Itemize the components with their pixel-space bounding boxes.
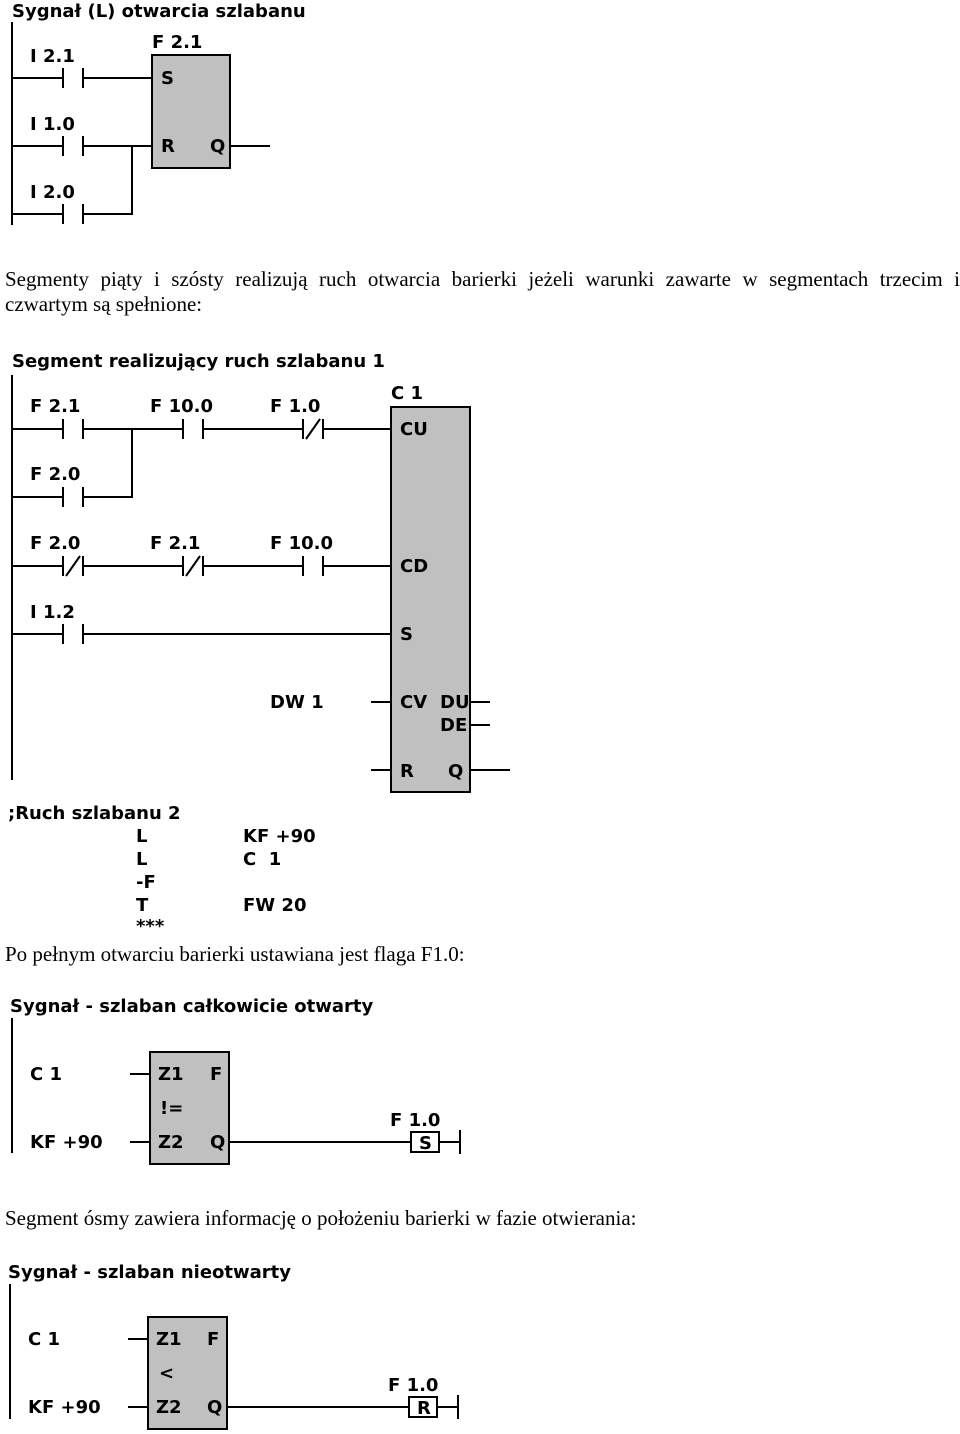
paragraph-flag-set: Po pełnym otwarciu barierki ustawiana jest flaga F1.0: — [5, 942, 465, 966]
svg-text:L: L — [136, 849, 148, 870]
contact-label-i10: I 1.0 — [30, 114, 75, 135]
diagram-title: Sygnał - szlaban nieotwarty — [8, 1262, 291, 1283]
svg-text:F: F — [210, 1064, 223, 1085]
paragraph-segments-5-6: Segmenty piąty i szósty realizują ruch otwarcia barierki jeżeli warunki zawarte w segmentach trzecim i czwartym są spełnione: — [5, 267, 960, 316]
svg-text:FW 20: FW 20 — [243, 895, 307, 916]
svg-text:Z2: Z2 — [156, 1397, 182, 1418]
svg-text:F 1.0: F 1.0 — [270, 396, 321, 417]
ladder-diagram-fully-open — [0, 990, 960, 1175]
ladder-diagram-opening-signal — [0, 0, 960, 235]
svg-text:R: R — [400, 761, 414, 782]
svg-text:R: R — [417, 1398, 431, 1419]
svg-text:Z1: Z1 — [158, 1064, 184, 1085]
svg-text:Z2: Z2 — [158, 1132, 184, 1153]
svg-text:Q: Q — [210, 136, 226, 157]
svg-text:Q: Q — [210, 1132, 226, 1153]
counter-name: C 1 — [391, 383, 424, 404]
svg-text:DU: DU — [440, 692, 470, 713]
svg-text:T: T — [136, 895, 149, 916]
svg-text:KF +90: KF +90 — [30, 1132, 103, 1153]
svg-text:Q: Q — [448, 761, 464, 782]
ladder-diagram-barrier-movement — [0, 345, 960, 935]
svg-text:L: L — [136, 826, 148, 847]
svg-text:F 2.0: F 2.0 — [30, 533, 81, 554]
svg-text:CD: CD — [400, 556, 429, 577]
svg-text:R: R — [161, 136, 175, 157]
contact-label-i21: I 2.1 — [30, 46, 75, 67]
svg-text:KF +90: KF +90 — [243, 826, 316, 847]
svg-text:!=: != — [160, 1098, 184, 1119]
svg-text:F 1.0: F 1.0 — [388, 1375, 439, 1396]
svg-text:F 10.0: F 10.0 — [150, 396, 213, 417]
ladder-diagram-not-open — [0, 1255, 960, 1434]
svg-text:F 10.0: F 10.0 — [270, 533, 333, 554]
svg-text:F 2.1: F 2.1 — [150, 533, 201, 554]
diagram-title: Sygnał (L) otwarcia szlabanu — [12, 1, 306, 22]
svg-text:F 1.0: F 1.0 — [390, 1110, 441, 1131]
diagram-title: Sygnał - szlaban całkowicie otwarty — [10, 996, 374, 1017]
svg-text:DW 1: DW 1 — [270, 692, 324, 713]
stl-title: ;Ruch szlabanu 2 — [8, 803, 181, 824]
svg-text:F 2.0: F 2.0 — [30, 464, 81, 485]
diagram-title: Segment realizujący ruch szlabanu 1 — [12, 351, 385, 372]
svg-text:Z1: Z1 — [156, 1329, 182, 1350]
contact-label-i20: I 2.0 — [30, 182, 75, 203]
svg-text:I 1.2: I 1.2 — [30, 602, 75, 623]
svg-text:S: S — [400, 624, 413, 645]
svg-text:<: < — [159, 1363, 175, 1384]
svg-text:-F: -F — [136, 872, 156, 893]
svg-text:F 2.1: F 2.1 — [30, 396, 81, 417]
block-name: F 2.1 — [152, 32, 203, 53]
svg-text:C 1: C 1 — [28, 1329, 61, 1350]
svg-text:C 1: C 1 — [243, 849, 282, 870]
svg-text:S: S — [161, 68, 174, 89]
paragraph-segment-8: Segment ósmy zawiera informację o położeniu barierki w fazie otwierania: — [5, 1206, 637, 1230]
svg-text:C 1: C 1 — [30, 1064, 63, 1085]
svg-text:F: F — [207, 1329, 220, 1350]
svg-text:CV: CV — [400, 692, 428, 713]
svg-text:KF +90: KF +90 — [28, 1397, 101, 1418]
svg-text:Q: Q — [207, 1397, 223, 1418]
svg-text:DE: DE — [440, 715, 468, 736]
svg-text:***: *** — [136, 916, 165, 935]
svg-text:S: S — [419, 1133, 432, 1154]
svg-text:CU: CU — [400, 419, 428, 440]
